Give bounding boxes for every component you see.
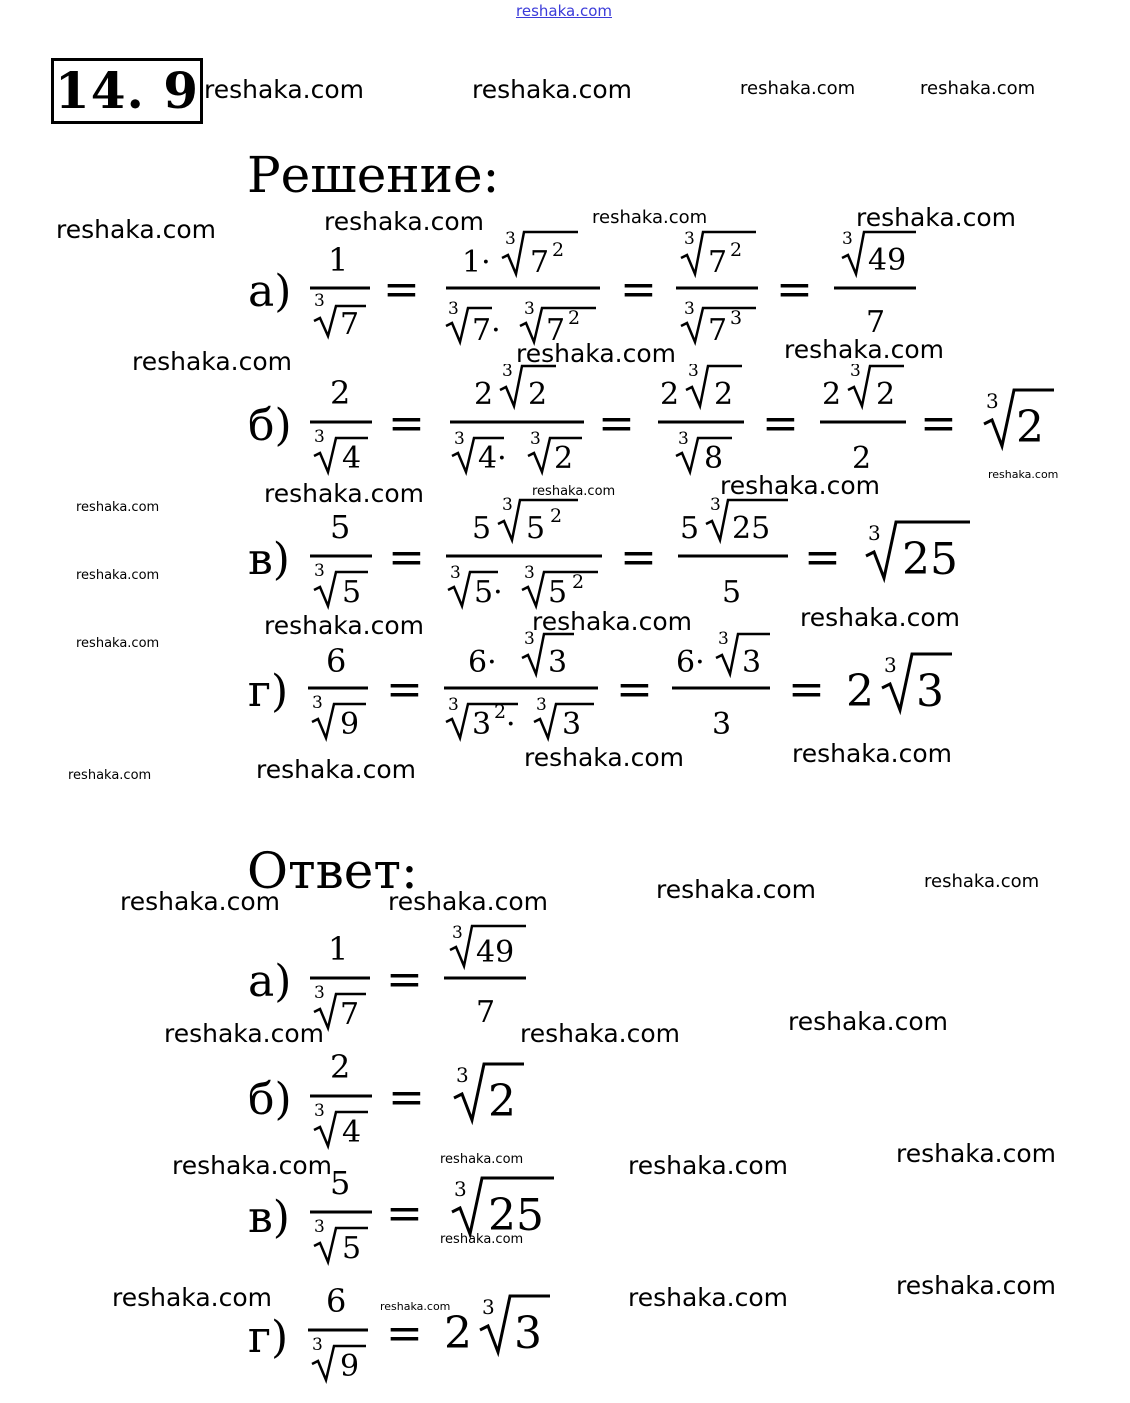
watermark: reshaka.com bbox=[800, 603, 960, 632]
svg-text:49: 49 bbox=[476, 935, 515, 970]
watermark: reshaka.com bbox=[380, 1300, 451, 1313]
svg-text:1·: 1· bbox=[462, 245, 491, 280]
svg-text:=: = bbox=[386, 954, 423, 1005]
watermark: reshaka.com bbox=[256, 755, 416, 784]
svg-text:3: 3 bbox=[314, 427, 325, 447]
svg-text:2: 2 bbox=[1016, 402, 1044, 453]
watermark: reshaka.com bbox=[896, 1271, 1056, 1300]
watermark: reshaka.com bbox=[924, 871, 1040, 892]
watermark: reshaka.com bbox=[628, 1283, 788, 1312]
svg-text:2: 2 bbox=[568, 307, 581, 329]
watermark: reshaka.com bbox=[592, 207, 708, 228]
svg-text:=: = bbox=[388, 532, 425, 583]
svg-text:5: 5 bbox=[330, 508, 351, 546]
svg-text:2: 2 bbox=[554, 441, 574, 476]
line-label: а) bbox=[248, 956, 292, 1007]
svg-text:5: 5 bbox=[680, 511, 700, 546]
svg-text:7: 7 bbox=[530, 245, 550, 280]
svg-text:3: 3 bbox=[884, 653, 897, 677]
svg-text:=: = bbox=[598, 398, 635, 449]
svg-text:7: 7 bbox=[340, 307, 360, 342]
svg-text:6: 6 bbox=[326, 1282, 347, 1320]
svg-text:7: 7 bbox=[340, 997, 360, 1032]
watermark: reshaka.com bbox=[76, 636, 160, 651]
svg-text:5: 5 bbox=[342, 1231, 362, 1266]
watermark: reshaka.com bbox=[988, 468, 1059, 481]
watermark: reshaka.com bbox=[856, 203, 1016, 232]
svg-text:5: 5 bbox=[472, 511, 492, 546]
watermark: reshaka.com bbox=[172, 1151, 332, 1180]
fraction-term bbox=[310, 241, 370, 342]
svg-text:=: = bbox=[386, 664, 423, 715]
svg-text:3: 3 bbox=[850, 364, 861, 381]
line-label: б) bbox=[248, 400, 292, 451]
fraction-term bbox=[446, 496, 602, 610]
svg-text:2: 2 bbox=[714, 377, 734, 412]
result-term bbox=[866, 521, 970, 585]
svg-text:3: 3 bbox=[312, 693, 323, 713]
watermark: reshaka.com bbox=[440, 1232, 524, 1247]
svg-text:3: 3 bbox=[482, 1295, 495, 1319]
svg-text:=: = bbox=[762, 398, 799, 449]
watermark: reshaka.com bbox=[324, 207, 484, 236]
watermark: reshaka.com bbox=[524, 743, 684, 772]
svg-text:25: 25 bbox=[488, 1190, 544, 1241]
svg-text:=: = bbox=[920, 398, 957, 449]
line-label: а) bbox=[248, 266, 292, 317]
svg-text:3: 3 bbox=[312, 1335, 323, 1355]
svg-text:5: 5 bbox=[342, 575, 362, 610]
svg-text:3: 3 bbox=[502, 496, 513, 515]
svg-text:3: 3 bbox=[718, 630, 729, 649]
watermark: reshaka.com bbox=[76, 500, 160, 515]
solution-line-b bbox=[248, 364, 1068, 479]
svg-text:3: 3 bbox=[314, 1101, 325, 1121]
watermark: reshaka.com bbox=[788, 1007, 948, 1036]
solution-line-c bbox=[248, 496, 988, 616]
svg-text:=: = bbox=[383, 264, 420, 315]
answer-line-d bbox=[248, 1282, 568, 1387]
result-term bbox=[846, 653, 952, 717]
svg-text:3: 3 bbox=[454, 429, 465, 449]
watermark: reshaka.com bbox=[920, 78, 1036, 99]
svg-text:2: 2 bbox=[488, 1076, 516, 1127]
watermark: reshaka.com bbox=[520, 1019, 680, 1048]
fraction-term bbox=[308, 642, 368, 742]
svg-text:1: 1 bbox=[328, 241, 349, 279]
svg-text:3: 3 bbox=[514, 1308, 542, 1359]
svg-text:3: 3 bbox=[450, 563, 461, 583]
site-link[interactable]: reshaka.com bbox=[516, 2, 612, 20]
svg-text:3: 3 bbox=[524, 630, 535, 649]
svg-text:5: 5 bbox=[548, 575, 568, 610]
svg-text:3: 3 bbox=[314, 983, 325, 1003]
svg-text:6·: 6· bbox=[468, 645, 497, 680]
svg-text:5: 5 bbox=[330, 1164, 351, 1202]
svg-text:3: 3 bbox=[448, 299, 459, 319]
watermark: reshaka.com bbox=[628, 1151, 788, 1180]
watermark: reshaka.com bbox=[120, 887, 280, 916]
watermark: reshaka.com bbox=[164, 1019, 324, 1048]
svg-text:4: 4 bbox=[342, 1115, 362, 1150]
watermark: reshaka.com bbox=[532, 484, 616, 499]
svg-text:3: 3 bbox=[524, 563, 535, 583]
problem-number: 14. 9 bbox=[51, 58, 203, 124]
watermark: reshaka.com bbox=[388, 887, 548, 916]
svg-text:6·: 6· bbox=[676, 645, 705, 680]
fraction-term bbox=[310, 374, 372, 476]
watermark: reshaka.com bbox=[784, 335, 944, 364]
svg-text:=: = bbox=[804, 532, 841, 583]
svg-text:3: 3 bbox=[562, 707, 582, 742]
solution-heading: Решение: bbox=[247, 146, 500, 204]
svg-text:2: 2 bbox=[444, 1308, 472, 1359]
svg-text:=: = bbox=[388, 398, 425, 449]
fraction-term bbox=[820, 364, 906, 476]
solution-line-a bbox=[248, 226, 948, 351]
svg-text:3: 3 bbox=[456, 1063, 469, 1087]
svg-text:3: 3 bbox=[742, 645, 762, 680]
svg-text:3: 3 bbox=[524, 299, 535, 319]
svg-text:5: 5 bbox=[526, 511, 546, 546]
svg-text:=: = bbox=[386, 1188, 423, 1239]
svg-text:3: 3 bbox=[454, 1177, 467, 1201]
svg-text:2: 2 bbox=[528, 377, 548, 412]
svg-text:3: 3 bbox=[314, 1217, 325, 1237]
solution-line-d bbox=[248, 630, 968, 750]
svg-text:3: 3 bbox=[502, 364, 513, 381]
svg-text:·: · bbox=[506, 707, 516, 742]
fraction-term bbox=[446, 229, 600, 348]
svg-text:3: 3 bbox=[916, 666, 944, 717]
svg-text:9: 9 bbox=[340, 1349, 360, 1384]
svg-text:3: 3 bbox=[868, 521, 881, 545]
watermark: reshaka.com bbox=[112, 1283, 272, 1312]
svg-text:2: 2 bbox=[822, 377, 842, 412]
result-term bbox=[984, 389, 1054, 453]
watermark: reshaka.com bbox=[264, 479, 424, 508]
line-label: в) bbox=[248, 1192, 290, 1243]
svg-text:25: 25 bbox=[732, 511, 771, 546]
svg-text:3: 3 bbox=[536, 695, 547, 715]
fraction-term bbox=[658, 364, 744, 476]
watermark: reshaka.com bbox=[56, 215, 216, 244]
svg-text:3: 3 bbox=[712, 707, 732, 742]
svg-text:=: = bbox=[620, 532, 657, 583]
line-label: г) bbox=[248, 1312, 289, 1363]
svg-text:3: 3 bbox=[986, 389, 999, 413]
watermark: reshaka.com bbox=[76, 568, 160, 583]
fraction-term bbox=[450, 364, 584, 476]
svg-text:7: 7 bbox=[546, 313, 566, 348]
svg-text:7: 7 bbox=[476, 995, 496, 1030]
svg-text:3: 3 bbox=[678, 429, 689, 449]
svg-text:7: 7 bbox=[866, 305, 886, 340]
svg-text:2: 2 bbox=[330, 1048, 351, 1086]
svg-text:2: 2 bbox=[474, 377, 494, 412]
svg-text:4: 4 bbox=[342, 441, 362, 476]
svg-text:3: 3 bbox=[314, 291, 325, 311]
svg-text:3: 3 bbox=[448, 695, 459, 715]
watermark: reshaka.com bbox=[264, 611, 424, 640]
svg-text:1: 1 bbox=[328, 930, 349, 968]
svg-text:2: 2 bbox=[494, 701, 507, 723]
watermark: reshaka.com bbox=[896, 1139, 1056, 1168]
watermark: reshaka.com bbox=[132, 347, 292, 376]
svg-text:6: 6 bbox=[326, 642, 347, 680]
svg-text:2: 2 bbox=[572, 571, 585, 593]
svg-text:5: 5 bbox=[722, 575, 742, 610]
svg-text:2: 2 bbox=[852, 441, 872, 476]
svg-text:8: 8 bbox=[704, 441, 724, 476]
svg-text:7: 7 bbox=[708, 313, 728, 348]
watermark: reshaka.com bbox=[68, 768, 152, 783]
svg-text:2: 2 bbox=[660, 377, 680, 412]
svg-text:2: 2 bbox=[330, 374, 351, 412]
fraction-term bbox=[834, 229, 916, 340]
svg-text:3: 3 bbox=[314, 561, 325, 581]
svg-text:=: = bbox=[386, 1308, 423, 1359]
svg-text:25: 25 bbox=[902, 534, 958, 585]
answer-heading: Ответ: bbox=[247, 842, 418, 900]
line-label: г) bbox=[248, 666, 289, 717]
svg-text:2: 2 bbox=[552, 239, 565, 261]
svg-text:9: 9 bbox=[340, 707, 360, 742]
svg-text:3: 3 bbox=[730, 307, 743, 329]
watermark: reshaka.com bbox=[204, 75, 364, 104]
line-label: в) bbox=[248, 534, 290, 585]
svg-text:2: 2 bbox=[550, 505, 563, 527]
svg-text:3: 3 bbox=[530, 429, 541, 449]
svg-text:3: 3 bbox=[684, 229, 695, 249]
svg-text:4·: 4· bbox=[478, 441, 507, 476]
svg-text:2: 2 bbox=[730, 239, 743, 261]
svg-text:3: 3 bbox=[710, 496, 721, 515]
svg-text:=: = bbox=[788, 664, 825, 715]
line-label: б) bbox=[248, 1074, 292, 1125]
svg-text:7·: 7· bbox=[472, 313, 501, 348]
svg-text:3: 3 bbox=[452, 923, 463, 943]
svg-text:7: 7 bbox=[708, 245, 728, 280]
watermark: reshaka.com bbox=[516, 339, 676, 368]
watermark: reshaka.com bbox=[532, 607, 692, 636]
svg-text:2: 2 bbox=[876, 377, 896, 412]
watermark: reshaka.com bbox=[720, 471, 880, 500]
fraction-term bbox=[678, 496, 788, 610]
watermark: reshaka.com bbox=[792, 739, 952, 768]
svg-text:3: 3 bbox=[505, 229, 516, 249]
svg-text:=: = bbox=[388, 1072, 425, 1123]
svg-text:3: 3 bbox=[548, 645, 568, 680]
svg-text:3: 3 bbox=[472, 707, 492, 742]
watermark: reshaka.com bbox=[472, 75, 632, 104]
fraction-term bbox=[444, 630, 598, 742]
svg-text:=: = bbox=[616, 664, 653, 715]
watermark: reshaka.com bbox=[440, 1152, 524, 1167]
fraction-term bbox=[676, 229, 758, 348]
answer-line-b bbox=[248, 1048, 548, 1153]
svg-text:3: 3 bbox=[688, 364, 699, 381]
fraction-term bbox=[672, 630, 770, 742]
watermark: reshaka.com bbox=[740, 78, 856, 99]
svg-text:=: = bbox=[776, 264, 813, 315]
svg-text:2: 2 bbox=[846, 666, 874, 717]
watermark: reshaka.com bbox=[656, 875, 816, 904]
fraction-term bbox=[310, 508, 372, 610]
svg-text:3: 3 bbox=[842, 229, 853, 249]
svg-text:49: 49 bbox=[868, 243, 907, 278]
svg-text:3: 3 bbox=[684, 299, 695, 319]
svg-text:=: = bbox=[620, 264, 657, 315]
svg-text:5·: 5· bbox=[474, 575, 503, 610]
